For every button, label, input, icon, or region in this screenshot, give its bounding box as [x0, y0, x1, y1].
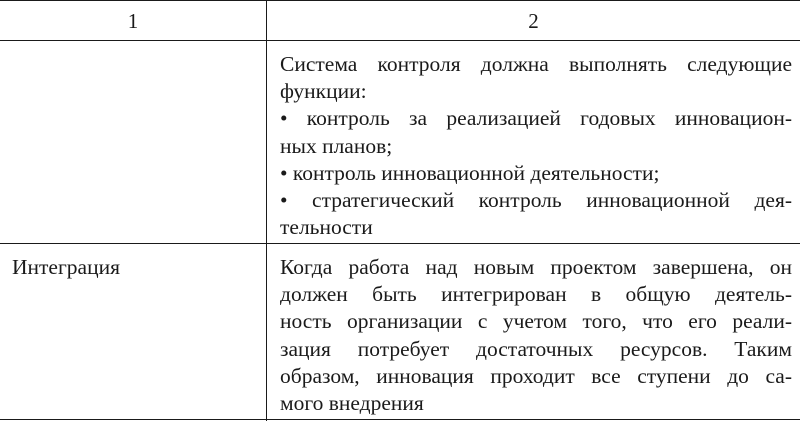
row-description — [280, 254, 792, 417]
text-line: функции: — [280, 79, 367, 104]
row-label: Интеграция — [12, 255, 120, 279]
text-line: ность организации с учетом того, что его реали- — [280, 309, 792, 334]
table-row — [0, 244, 800, 421]
text-line: мого внедрения — [280, 391, 424, 416]
text-line: должен быть интегрирован в общую деятель- — [280, 282, 792, 307]
header-cell-2: 2 — [528, 9, 539, 33]
table-header-row — [0, 1, 800, 41]
text-line: ных планов; — [280, 133, 393, 158]
text-line: Система контроля должна выполнять следующие — [280, 52, 792, 76]
table-row — [0, 41, 800, 244]
column-divider — [266, 1, 267, 421]
text-line: тельности — [280, 215, 373, 240]
bullet-line: • контроль за реализацией годовых инновацион- — [280, 106, 792, 131]
bullet-line: • контроль инновационной деятельности; — [280, 160, 660, 185]
text-line: зация потребует достаточных ресурсов. Таким — [280, 336, 792, 361]
text-line: Когда работа над новым проектом завершена, он — [280, 255, 792, 279]
bullet-line: • стратегический контроль инновационной дея- — [280, 188, 792, 213]
text-line: образом, инновация проходит все ступени до са- — [280, 363, 792, 388]
header-cell-1: 1 — [127, 9, 139, 33]
row-description — [280, 51, 792, 241]
